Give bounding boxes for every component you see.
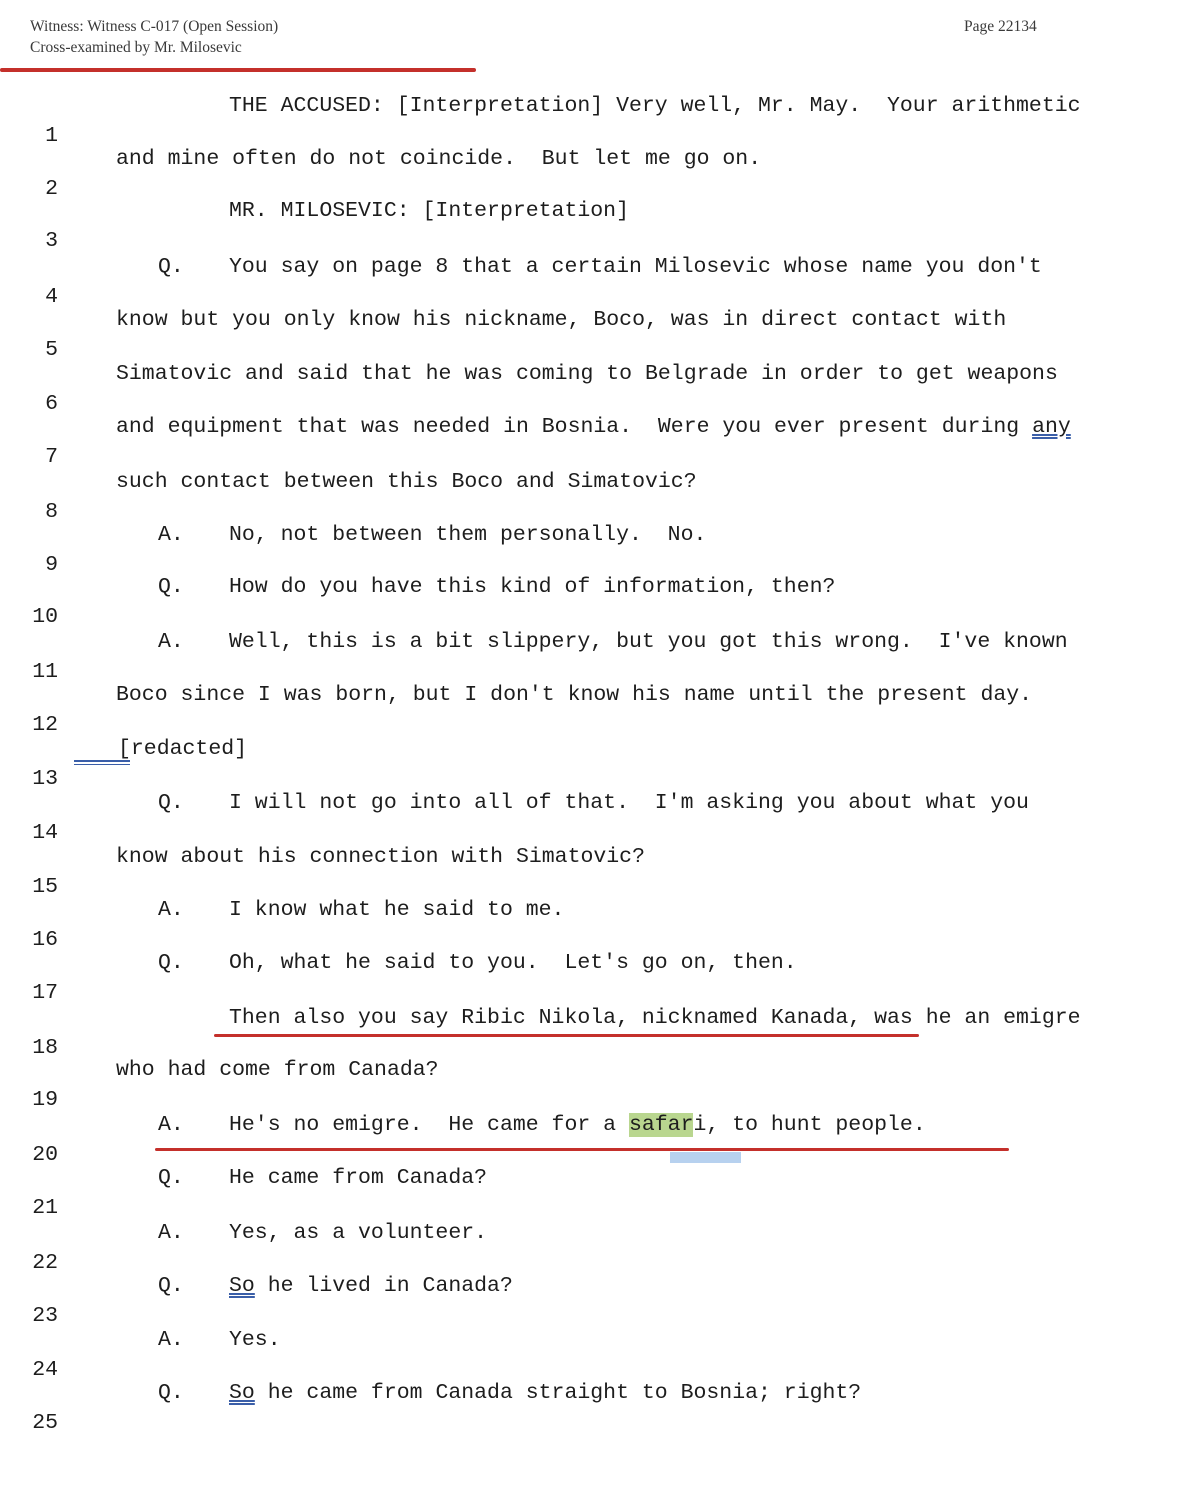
line-content — [158, 627, 1068, 657]
line-text: he came from Canada straight to Bosnia; right? — [254, 1381, 862, 1405]
line-text: Boco since I was born, but I don't know his name until the present day. — [116, 683, 1033, 707]
redaction-underline — [74, 760, 130, 762]
transcript-line-11 — [0, 627, 1200, 684]
line-number: 12 — [32, 713, 58, 737]
speaker-marker: Q. — [158, 255, 184, 279]
line-text: he lived in Canada? — [254, 1274, 513, 1298]
line-number: 10 — [32, 605, 58, 629]
transcript-line-5 — [0, 305, 1200, 362]
line-number: 1 — [45, 124, 58, 148]
line-text: Yes, as a volunteer. — [229, 1221, 488, 1245]
speaker-marker: Q. — [158, 1381, 184, 1405]
speaker-marker: Q. — [158, 1274, 184, 1298]
line-content — [158, 1271, 513, 1301]
transcript-line-12 — [0, 680, 1200, 737]
transcript-line-14 — [0, 788, 1200, 845]
speaker-marker: A. — [158, 898, 184, 922]
line-text-rest: i, to hunt people. — [693, 1113, 926, 1137]
transcript-line-19 — [0, 1055, 1200, 1112]
line-number: 25 — [32, 1411, 58, 1435]
line-text: I will not go into all of that. I'm asking you about what you — [229, 791, 1029, 815]
line-text: and equipment that was needed in Bosnia. Were you ever present during — [116, 415, 1033, 439]
line-text: such contact between this Boco and Simatovic? — [116, 470, 697, 494]
line-number: 21 — [32, 1196, 58, 1220]
transcript-line-23 — [0, 1271, 1200, 1328]
transcript-line-18 — [0, 1003, 1200, 1060]
transcript-line-4 — [0, 252, 1200, 309]
line-number: 20 — [32, 1143, 58, 1167]
transcript-line-6 — [0, 359, 1200, 416]
line-content — [158, 1110, 926, 1140]
transcript-line-13 — [0, 734, 1200, 791]
transcript-line-24 — [0, 1325, 1200, 1382]
line-text: Simatovic and said that he was coming to Belgrade in order to get weapons — [116, 362, 1058, 386]
line-number: 15 — [32, 875, 58, 899]
line-text: You say on page 8 that a certain Milosevic whose name you don't — [229, 255, 1042, 279]
transcript-line-10 — [0, 572, 1200, 629]
line-number: 17 — [32, 981, 58, 1005]
speaker-marker: Q. — [158, 791, 184, 815]
transcript-line-17 — [0, 948, 1200, 1005]
line-number: 24 — [32, 1358, 58, 1382]
speaker-marker: A. — [158, 630, 184, 654]
line-content — [158, 1325, 281, 1355]
line-content — [158, 572, 835, 602]
line-content — [158, 520, 706, 550]
page-number: Page 22134 — [964, 18, 1037, 35]
transcript-line-3 — [0, 196, 1200, 253]
line-number: 8 — [45, 500, 58, 524]
line-number: 19 — [32, 1088, 58, 1112]
line-text: No, not between them personally. No. — [229, 523, 707, 547]
transcript-line-25 — [0, 1378, 1200, 1435]
line-number: 9 — [45, 553, 58, 577]
speaker-marker: Q. — [158, 951, 184, 975]
witness-line: Witness: Witness C-017 (Open Session) — [30, 18, 279, 35]
line-content — [158, 1218, 487, 1248]
line-text: THE ACCUSED: [Interpretation] Very well, Mr. May. Your arithmetic — [229, 94, 1081, 118]
line-number: 23 — [32, 1304, 58, 1328]
highlighted-word: safar — [628, 1113, 694, 1137]
line-number: 3 — [45, 229, 58, 253]
header-red-underline — [0, 68, 476, 72]
line-content — [116, 412, 1071, 442]
line-number: 4 — [45, 285, 58, 309]
line-text: He came from Canada? — [229, 1166, 488, 1190]
transcript-line-15 — [0, 842, 1200, 899]
line-number: 14 — [32, 821, 58, 845]
speaker-marker: Q. — [158, 1166, 184, 1190]
red-underline-line-18 — [214, 1034, 919, 1037]
transcript-line-1 — [0, 91, 1200, 148]
line-content — [158, 948, 797, 978]
blue-highlight-mark — [670, 1152, 741, 1163]
line-number: 16 — [32, 928, 58, 952]
line-number: 18 — [32, 1036, 58, 1060]
redaction-underline-secondary — [74, 764, 130, 765]
line-text: MR. MILOSEVIC: [Interpretation] — [229, 199, 629, 223]
line-content — [158, 1163, 487, 1193]
transcript-line-16 — [0, 895, 1200, 952]
line-text: who had come from Canada? — [116, 1058, 439, 1082]
line-content — [158, 788, 1029, 818]
redacted-text: [redacted] — [118, 737, 248, 761]
line-text: He's no emigre. He came for a — [229, 1113, 629, 1137]
speaker-marker: A. — [158, 1328, 184, 1352]
line-text: Oh, what he said to you. Let's go on, then. — [229, 951, 797, 975]
line-number: 5 — [45, 338, 58, 362]
line-text: know but you only know his nickname, Boco, was in direct contact with — [116, 308, 1007, 332]
line-text: Then also you say Ribic Nikola, nicknamed Kanada, was he an emigre — [229, 1006, 1081, 1030]
line-content — [158, 252, 1042, 282]
transcript-line-21 — [0, 1163, 1200, 1220]
line-text: know about his connection with Simatovic? — [116, 845, 645, 869]
speaker-marker: A. — [158, 1113, 184, 1137]
red-underline-line-20 — [155, 1148, 1009, 1151]
transcript-line-8 — [0, 467, 1200, 524]
line-number: 13 — [32, 767, 58, 791]
line-text: Yes. — [229, 1328, 281, 1352]
underlined-word: So — [229, 1381, 255, 1405]
transcript-line-22 — [0, 1218, 1200, 1275]
line-text: Well, this is a bit slippery, but you got this wrong. I've known — [229, 630, 1068, 654]
transcript-line-20 — [0, 1110, 1200, 1167]
line-number: 6 — [45, 392, 58, 416]
line-number: 11 — [32, 660, 58, 684]
line-number: 22 — [32, 1251, 58, 1275]
speaker-marker: A. — [158, 523, 184, 547]
line-content — [158, 1378, 861, 1408]
transcript-header — [30, 16, 278, 58]
line-number: 2 — [45, 177, 58, 201]
line-number: 7 — [45, 445, 58, 469]
transcript-line-7 — [0, 412, 1200, 469]
transcript-line-2 — [0, 144, 1200, 201]
line-text: How do you have this kind of information, then? — [229, 575, 836, 599]
line-text: and mine often do not coincide. But let me go on. — [116, 147, 762, 171]
line-content — [158, 895, 564, 925]
underlined-word: any — [1032, 415, 1071, 439]
speaker-marker: A. — [158, 1221, 184, 1245]
speaker-marker: Q. — [158, 575, 184, 599]
examiner-line: Cross-examined by Mr. Milosevic — [30, 39, 242, 56]
line-text: I know what he said to me. — [229, 898, 565, 922]
transcript-line-9 — [0, 520, 1200, 577]
underlined-word: So — [229, 1274, 255, 1298]
